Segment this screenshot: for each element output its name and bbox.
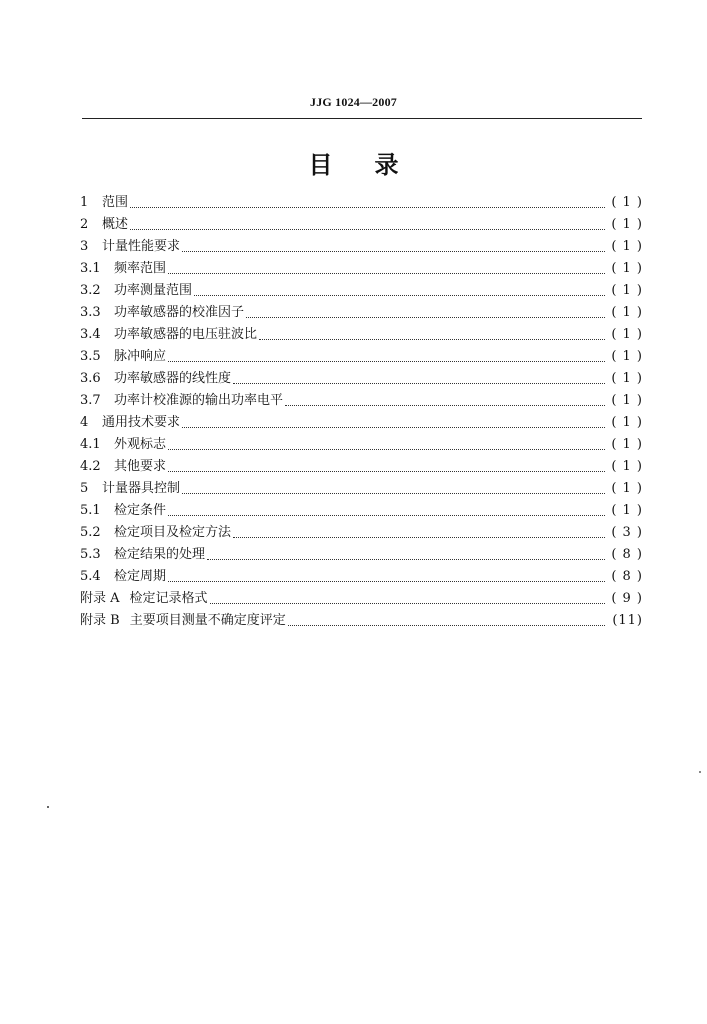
toc-label: 其他要求 (114, 459, 167, 474)
toc-label: 检定条件 (114, 503, 167, 518)
toc-leader-dots (233, 383, 605, 384)
title-char-2: 录 (374, 151, 399, 179)
toc-label: 功率敏感器的电压驻波比 (114, 327, 258, 342)
toc-number: 5.2 (80, 525, 101, 540)
toc-appendix-number: 附录 A (80, 591, 120, 606)
header-rule (82, 118, 642, 119)
toc-entry[interactable] (80, 412, 643, 434)
scan-speck (699, 771, 701, 773)
toc-label: 脉冲响应 (114, 349, 167, 364)
toc-label: 功率敏感器的校准因子 (114, 305, 245, 320)
toc-number: 4 (80, 415, 89, 430)
toc-page: ( 8 ) (611, 547, 643, 562)
toc-number: 5.4 (80, 569, 101, 584)
toc-entry[interactable] (80, 346, 643, 368)
toc-leader-dots (168, 581, 605, 582)
toc-page: ( 1 ) (611, 327, 643, 342)
toc-page: (11) (612, 613, 643, 628)
toc-number: 3.4 (80, 327, 101, 342)
toc-number: 3 (80, 239, 89, 254)
toc-label: 功率计校准源的输出功率电平 (114, 393, 284, 408)
toc-number: 5.3 (80, 547, 101, 562)
toc-number: 5 (80, 481, 89, 496)
toc-page: ( 1 ) (611, 261, 643, 276)
toc-label: 功率测量范围 (114, 283, 193, 298)
toc-page: ( 1 ) (611, 283, 643, 298)
toc-leader-dots (285, 405, 605, 406)
toc-page: ( 1 ) (611, 305, 643, 320)
toc-number: 3.6 (80, 371, 101, 386)
toc-number: 5.1 (80, 503, 101, 518)
toc-label: 检定项目及检定方法 (114, 525, 232, 540)
toc-leader-dots (246, 317, 605, 318)
toc-page: ( 1 ) (611, 371, 643, 386)
toc-entry[interactable] (80, 434, 643, 456)
toc-leader-dots (168, 361, 605, 362)
toc-leader-dots (259, 339, 605, 340)
toc-entry[interactable] (80, 258, 643, 280)
toc-entry[interactable] (80, 192, 643, 214)
toc-entry[interactable] (80, 236, 643, 258)
page-title (0, 145, 707, 180)
toc-leader-dots (194, 295, 605, 296)
toc-entry[interactable] (80, 390, 643, 412)
toc-label: 检定结果的处理 (114, 547, 206, 562)
toc-page: ( 1 ) (611, 195, 643, 210)
toc-entry[interactable] (80, 214, 643, 236)
toc-entry[interactable] (80, 302, 643, 324)
title-char-1: 目 (308, 151, 333, 179)
toc-leader-dots (168, 449, 605, 450)
toc-entry[interactable] (80, 522, 643, 544)
toc-number: 2 (80, 217, 89, 232)
toc-label: 检定周期 (114, 569, 167, 584)
toc-number: 4.2 (80, 459, 101, 474)
toc-number: 3.7 (80, 393, 101, 408)
toc-label: 通用技术要求 (102, 415, 181, 430)
toc-number: 3.3 (80, 305, 101, 320)
toc-leader-dots (168, 515, 605, 516)
toc-page: ( 1 ) (611, 415, 643, 430)
toc-page: ( 3 ) (611, 525, 643, 540)
toc-label: 频率范围 (114, 261, 167, 276)
toc-leader-dots (207, 559, 605, 560)
toc-entry[interactable] (80, 368, 643, 390)
toc-label: 主要项目测量不确定度评定 (129, 613, 286, 628)
toc-number: 3.1 (80, 261, 101, 276)
toc-leader-dots (182, 427, 605, 428)
toc-label: 功率敏感器的线性度 (114, 371, 232, 386)
toc-leader-dots (168, 471, 605, 472)
toc-page: ( 8 ) (611, 569, 643, 584)
toc-leader-dots (288, 625, 605, 626)
scan-speck (47, 806, 49, 808)
toc-label: 外观标志 (114, 437, 167, 452)
toc-page: ( 1 ) (611, 349, 643, 364)
table-of-contents (80, 192, 643, 632)
toc-number: 1 (80, 195, 89, 210)
toc-page: ( 1 ) (611, 393, 643, 408)
toc-entry[interactable] (80, 588, 643, 610)
toc-leader-dots (182, 493, 605, 494)
toc-page: ( 1 ) (611, 239, 643, 254)
toc-entry[interactable] (80, 610, 643, 632)
toc-leader-dots (233, 537, 605, 538)
toc-page: ( 1 ) (611, 437, 643, 452)
toc-leader-dots (182, 251, 605, 252)
toc-page: ( 1 ) (611, 217, 643, 232)
toc-entry[interactable] (80, 544, 643, 566)
toc-label: 计量器具控制 (102, 481, 181, 496)
toc-page: ( 1 ) (611, 459, 643, 474)
toc-entry[interactable] (80, 500, 643, 522)
toc-leader-dots (130, 207, 605, 208)
document-code-header: JJG 1024—2007 (310, 95, 397, 109)
toc-number: 3.5 (80, 349, 101, 364)
toc-page: ( 1 ) (611, 503, 643, 518)
toc-label: 范围 (102, 195, 129, 210)
toc-entry[interactable] (80, 566, 643, 588)
toc-leader-dots (210, 603, 605, 604)
toc-label: 检定记录格式 (129, 591, 208, 606)
toc-label: 概述 (102, 217, 129, 232)
toc-leader-dots (168, 273, 605, 274)
toc-page: ( 1 ) (611, 481, 643, 496)
toc-entry[interactable] (80, 324, 643, 346)
toc-entry[interactable] (80, 478, 643, 500)
toc-number: 4.1 (80, 437, 101, 452)
toc-appendix-number: 附录 B (80, 613, 120, 628)
toc-entry[interactable] (80, 456, 643, 478)
toc-entry[interactable] (80, 280, 643, 302)
toc-label: 计量性能要求 (102, 239, 181, 254)
toc-leader-dots (130, 229, 605, 230)
toc-page: ( 9 ) (611, 591, 643, 606)
toc-number: 3.2 (80, 283, 101, 298)
